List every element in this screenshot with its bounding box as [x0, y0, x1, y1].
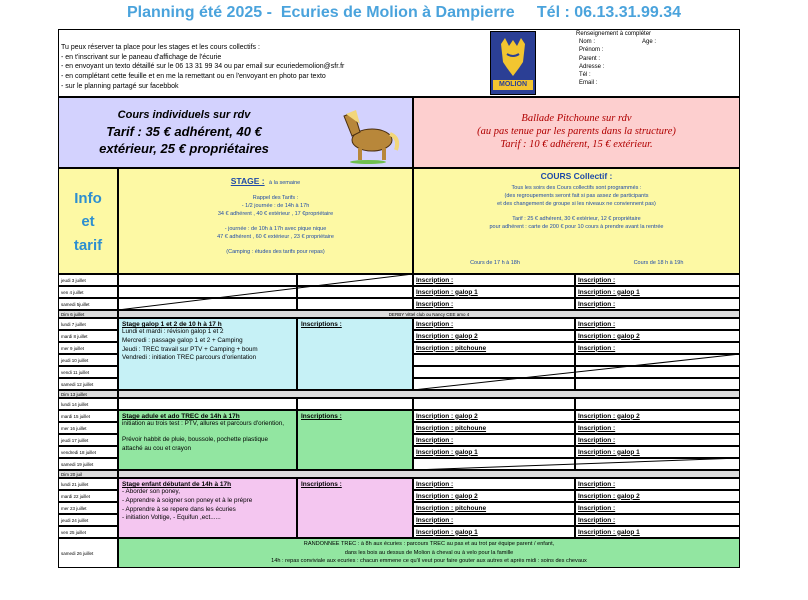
- cell-text: jeudi 17 juillet: [61, 437, 89, 443]
- day-label-cell: [58, 330, 118, 342]
- inscription-cell[interactable]: [413, 298, 575, 310]
- cell-text: jeudi 10 juillet: [61, 357, 89, 363]
- cell-text: mer 9 juillet: [61, 345, 85, 351]
- stage-program-box: [118, 478, 297, 538]
- cell-text: Inscription :: [578, 320, 616, 328]
- inscription-cell[interactable]: [413, 422, 575, 434]
- cell-text: samedi 12 juillet: [61, 381, 94, 387]
- cell-text: Inscription : pitchoune: [416, 504, 487, 512]
- cell-text: Inscription :: [578, 300, 616, 308]
- cell-text: [122, 429, 293, 436]
- cell-text: Inscriptions :: [301, 413, 342, 420]
- stage-line: Rappel des Tarifs :: [252, 195, 299, 201]
- stage-program-box: [118, 410, 297, 470]
- stage-line: - 1/2 journée : de 14h à 17h: [241, 202, 310, 209]
- stage-inscriptions-box[interactable]: [297, 478, 413, 538]
- randonnee-box: [118, 538, 740, 568]
- sunday-row: [118, 470, 740, 478]
- cell-text: Mercredi : passage galop 1 et 2 + Camping: [122, 336, 243, 344]
- cell-text: Inscription :: [578, 480, 616, 488]
- cell-text: jeudi 24 juillet: [61, 517, 89, 523]
- day-label-cell: [58, 446, 118, 458]
- cell-text: - Apprendre à soigner son poney et à le prépre: [122, 496, 253, 504]
- ballade-line3: Tarif : 10 € adhérent, 15 € extérieur.: [500, 139, 653, 151]
- cell-text: mardi 22 juillet: [61, 493, 91, 499]
- inscription-cell[interactable]: [575, 274, 740, 286]
- day-label-cell: [58, 538, 118, 568]
- inscription-cell[interactable]: [413, 318, 575, 330]
- stage-inscriptions-box[interactable]: [297, 318, 413, 390]
- form-field-age[interactable]: Age :: [642, 39, 657, 46]
- day-label-cell: [58, 434, 118, 446]
- inscription-cell[interactable]: [413, 478, 575, 490]
- inscription-cell[interactable]: [575, 502, 740, 514]
- inscription-cell[interactable]: [413, 274, 575, 286]
- cell-text: Vendredi : initiation TREC parcours d'orientation: [122, 354, 257, 362]
- cell-text: Inscriptions :: [301, 321, 342, 328]
- day-label-cell: [58, 502, 118, 514]
- cell-text: Prévoir habbit de pluie, boussole, pochette plastique: [122, 435, 268, 443]
- cell-text: - Aborder son poney,: [122, 488, 180, 495]
- pony-illustration-icon: [334, 104, 404, 164]
- cell-text: Inscription :: [416, 516, 454, 524]
- crossed-out-line: [118, 274, 413, 310]
- day-label-cell: [58, 318, 118, 330]
- cell-text: RANDONNEE TREC : à 8h aux écuries : parcours TREC au pas et au trot par équipe parent / enfant,: [303, 541, 555, 547]
- logo-text: MOLION: [499, 81, 527, 88]
- cell-text: Dim 6 juillet: [61, 311, 85, 317]
- stage-tarifs: [119, 195, 412, 257]
- cell-text: Inscription : galop 2: [416, 492, 478, 500]
- cell-text: Inscription :: [416, 320, 454, 328]
- inscription-cell[interactable]: [575, 286, 740, 298]
- cell-text: mardi 8 juillet: [61, 333, 88, 339]
- cours-indiv-line3: extérieur, 25 € propriétaires: [99, 141, 269, 157]
- form-field-tel[interactable]: Tél :: [579, 72, 591, 79]
- cell-text: Inscription : galop 1: [578, 288, 640, 296]
- inscription-cell[interactable]: [413, 330, 575, 342]
- inscription-cell[interactable]: [575, 318, 740, 330]
- day-label-cell: [58, 398, 118, 410]
- collectif-line: Tarif : 25 € adhérent, 30 € extérieur, 12 € propriétaire: [512, 215, 641, 222]
- sunday-row: [118, 390, 740, 398]
- cell-text: Inscription :: [578, 424, 616, 432]
- info-label: Info: [74, 190, 102, 207]
- inscription-cell[interactable]: [575, 298, 740, 310]
- cell-text: Inscription :: [416, 300, 454, 308]
- cours-individuels-box: [58, 97, 413, 168]
- info-tarif-box: [58, 168, 118, 274]
- cell-text: Inscription :: [578, 504, 616, 512]
- empty-cell: [575, 398, 740, 410]
- day-label-cell: [58, 378, 118, 390]
- form-title: Renseignement à compléter: [576, 31, 652, 37]
- inscription-cell[interactable]: [575, 526, 740, 538]
- inscription-cell[interactable]: [413, 502, 575, 514]
- inscription-cell[interactable]: [575, 514, 740, 526]
- collectif-info-box: [413, 168, 740, 274]
- inscription-cell[interactable]: [575, 410, 740, 422]
- day-label-cell: [58, 286, 118, 298]
- cell-text: Stage enfant débutant de 14h à 17h: [122, 481, 232, 488]
- empty-cell: [297, 398, 413, 410]
- intro-line: - en complétant cette feuille et en me la remettant ou en l'envoyant en photo par texto: [61, 72, 326, 80]
- day-label-cell: [58, 526, 118, 538]
- cours-indiv-line1: Cours individuels sur rdv: [117, 109, 251, 121]
- form-field-adresse[interactable]: Adresse :: [579, 63, 605, 70]
- cell-text: vendredi 18 juillet: [61, 449, 97, 455]
- collectif-line: Tous les soirs des Cours collectifs sont programmés :: [511, 185, 642, 191]
- cell-text: lundi 14 juillet: [61, 401, 89, 407]
- ballade-box: [413, 97, 740, 168]
- cell-text: Inscription : galop 2: [416, 332, 478, 340]
- day-label-cell: [58, 298, 118, 310]
- intro-text: [61, 43, 486, 97]
- inscription-cell[interactable]: [575, 342, 740, 354]
- cell-text: Stage adule et ado TREC de 14h à 17h: [122, 413, 240, 420]
- empty-cell: [118, 398, 297, 410]
- cell-text: - Apprendre à se repere dans les écuries: [122, 505, 236, 513]
- cell-text: Inscriptions :: [301, 481, 342, 488]
- cell-text: Inscription : galop 2: [578, 332, 640, 340]
- day-label-cell: [58, 478, 118, 490]
- stage-line: (Camping : études des tarifs pour repas): [226, 248, 325, 255]
- inscription-cell[interactable]: [413, 286, 575, 298]
- cell-text: Inscription : galop 1: [416, 288, 478, 296]
- form-field-email[interactable]: Email :: [579, 80, 598, 87]
- page-title: Planning été 2025 - Ecuries de Molion à Dampierre Tél : 06.13.31.99.34: [126, 4, 681, 21]
- cell-text: Inscription : pitchoune: [416, 424, 487, 432]
- empty-cell: [413, 398, 575, 410]
- intro-line: - sur le planning partagé sur facebbok: [61, 82, 179, 90]
- cell-text: Inscription :: [416, 436, 454, 444]
- cell-text: Inscription :: [578, 516, 616, 524]
- info-label: et: [81, 213, 95, 231]
- inscription-cell[interactable]: [413, 490, 575, 502]
- day-label-cell: [58, 342, 118, 354]
- inscription-cell[interactable]: [575, 422, 740, 434]
- intro-line: - en t'inscrivant sur le paneau d'affichage de l'écurie: [61, 53, 222, 61]
- cell-text: samedi 5juillet: [61, 301, 90, 307]
- inscription-cell[interactable]: [575, 434, 740, 446]
- inscription-cell[interactable]: [575, 446, 740, 458]
- inscription-cell[interactable]: [413, 514, 575, 526]
- cell-text: lundi 21 juillet: [61, 481, 89, 487]
- inscription-cell[interactable]: [413, 410, 575, 422]
- intro-line: - en envoyant un texto détaillé sur le 06 13 31 99 34 ou par email sur ecuriedemolion@sfr.fr: [61, 63, 345, 71]
- day-label-cell: [58, 310, 118, 318]
- cell-text: Inscription : galop 2: [416, 412, 478, 420]
- collectif-line: et des changement de groupe si les niveaux ne conviennent pas): [497, 200, 656, 207]
- cell-text: Inscription :: [578, 344, 616, 352]
- cell-text: Dim 13 juillet: [61, 391, 87, 397]
- inscription-cell[interactable]: [413, 342, 575, 354]
- cell-text: Inscription : galop 1: [416, 448, 478, 456]
- info-label: tarif: [73, 236, 103, 254]
- ballade-line2: (au pas tenue par les parents dans la structure): [477, 126, 676, 138]
- cell-text: vendi 11 juillet: [61, 369, 90, 375]
- cell-text: 14h : repas conviviale aux ecuries : chacun emmene ce qu'il veut pour faire gouter aux autres et après midi : soins des chevaux: [271, 558, 587, 565]
- cell-text: Dim 20 juil: [61, 471, 83, 477]
- collectif-label: COURS Collectif :: [540, 171, 613, 181]
- form-field-prenom[interactable]: Prénom :: [579, 47, 604, 54]
- cell-text: - initiation Voltige, - Equifun ,ect......: [122, 514, 221, 522]
- sunday-row: [118, 310, 740, 318]
- col-header-18h: Cours de 18 h à 19h: [633, 260, 684, 266]
- stage-line: 47 € adhérent , 60 € extérieur , 23 € propriétaire: [217, 233, 334, 240]
- stage-line: [139, 242, 412, 249]
- cell-text: dans les bois au dessus de Molion à cheval ou à velo pour la famille: [344, 549, 514, 556]
- cell-text: Inscription : pitchoune: [416, 344, 487, 352]
- crossed-out-line: [413, 458, 740, 470]
- cell-text: Inscription :: [416, 276, 454, 284]
- cell-text: Inscription : galop 1: [578, 448, 640, 456]
- cell-text: mer 23 juillet: [61, 505, 87, 511]
- collectif-text: [414, 185, 739, 232]
- day-label-cell: [58, 458, 118, 470]
- stage-line: - journée : de 10h à 17h avec pique nique: [224, 225, 327, 232]
- crossed-out-line: [413, 354, 740, 390]
- cell-text: mardi 15 juillet: [61, 413, 91, 419]
- day-label-cell: [58, 422, 118, 434]
- cell-text: Inscription :: [578, 436, 616, 444]
- cell-text: jeudi 3 juillet: [61, 277, 86, 283]
- cell-text: lundi 7 juillet: [61, 321, 86, 327]
- cell-text: ven 25 juillet: [61, 529, 87, 535]
- col-header-17h: Cours de 17 h à 18h: [470, 260, 520, 266]
- cell-text: Lundi et mardi : révision galop 1 et 2: [122, 328, 224, 335]
- inscription-cell[interactable]: [575, 490, 740, 502]
- molion-logo: [490, 31, 536, 95]
- stage-line: [139, 219, 412, 226]
- day-label-cell: [58, 470, 118, 478]
- cell-text: Inscription :: [578, 276, 616, 284]
- collectif-line: pour adhérent : carte de 200 € pour 10 cours à prendre avant la rentrée: [489, 223, 664, 230]
- inscription-cell[interactable]: [413, 434, 575, 446]
- day-label-cell: [58, 490, 118, 502]
- cell-text: Inscription :: [416, 480, 454, 488]
- inscription-cell[interactable]: [413, 446, 575, 458]
- stage-program-box: [118, 318, 297, 390]
- stage-inscriptions-box[interactable]: [297, 410, 413, 470]
- cell-text: Inscription : galop 1: [416, 528, 478, 536]
- day-label-cell: [58, 274, 118, 286]
- cours-indiv-line2: Tarif : 35 € adhérent, 40 €: [106, 123, 262, 139]
- cell-text: Inscription : galop 2: [578, 412, 640, 420]
- cell-text: attaché au cou et crayon: [122, 444, 191, 452]
- form-field-nom[interactable]: Nom :: [579, 39, 596, 46]
- day-label-cell: [58, 354, 118, 366]
- intro-heading: Tu peux réserver ta place pour les stages et les cours collectifs :: [61, 44, 260, 51]
- cell-text: Stage galop 1 et 2 de 10 h à 17 h: [122, 321, 222, 328]
- cell-text: samedi 19 juillet: [61, 461, 94, 467]
- stage-sub: à la semaine: [269, 180, 301, 186]
- cell-text: Inscription : galop 2: [578, 492, 640, 500]
- cell-text: initiation au trois test : PTV, allures et parcours d'oriention,: [122, 420, 284, 427]
- inscription-cell[interactable]: [575, 478, 740, 490]
- registration-form: [576, 30, 736, 96]
- day-label-cell: [58, 366, 118, 378]
- day-label-cell: [58, 514, 118, 526]
- day-label-cell: [58, 390, 118, 398]
- cell-text: Jeudi : TREC travail sur PTV + Camping + boum: [122, 345, 258, 353]
- cell-text: samedi 26 juillet: [61, 550, 94, 556]
- day-label-cell: [58, 410, 118, 422]
- stage-info-box: [118, 168, 413, 274]
- cell-text: mer 16 juillet: [61, 425, 87, 431]
- cell-text: ven 4 juillet: [61, 289, 84, 295]
- inscription-cell[interactable]: [575, 330, 740, 342]
- cell-text: Inscription : galop 1: [578, 528, 640, 536]
- collectif-line: (des regroupements seront fait si pas assez de participants: [504, 192, 649, 199]
- ballade-line1: Ballade Pitchoune sur rdv: [521, 113, 632, 124]
- inscription-cell[interactable]: [413, 526, 575, 538]
- stage-label: STAGE :: [230, 176, 265, 186]
- form-field-parent[interactable]: Parent :: [579, 55, 601, 62]
- collectif-line: [414, 209, 739, 216]
- cell-text: DERBY Vittel club ou Nancy CEE amo 4: [388, 312, 470, 317]
- stage-line: 34 € adhérent , 40 € extérieur , 17 €propriétaire: [217, 210, 334, 217]
